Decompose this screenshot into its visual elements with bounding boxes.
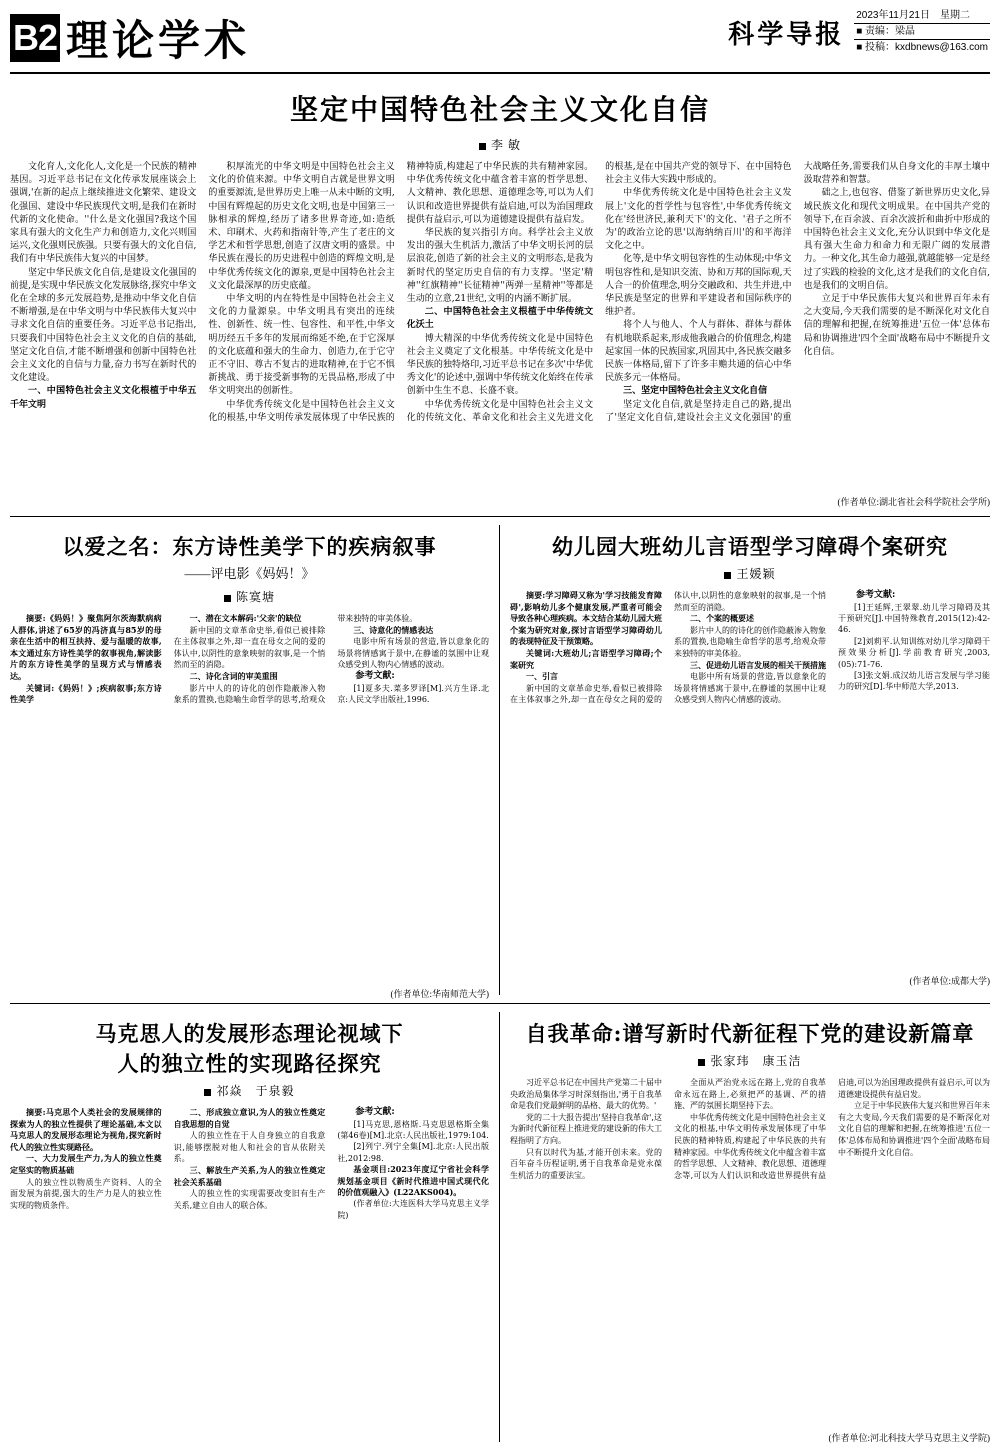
lead-article-byline bbox=[10, 136, 990, 153]
article-marx bbox=[10, 1012, 500, 1442]
keywords: 关键词:《妈妈！》;疾病叙事;东方诗性美学 bbox=[10, 682, 162, 705]
subheading: 二、中国特色社会主义根植于中华传统文化沃土 bbox=[406, 307, 594, 331]
art5-title: 自我革命:谱写新时代新征程下党的建设新篇章 bbox=[525, 1021, 975, 1046]
refs-head: 参考文献: bbox=[355, 1107, 395, 1117]
lead-article-body bbox=[10, 161, 990, 491]
editor-line: ■ 责编：梁晶 bbox=[854, 23, 990, 39]
art4-body bbox=[10, 1107, 489, 1452]
abstract: 摘要:马克思个人类社会的发展规律的探索为人的独立性提供了理论基础,本文以马克思人的发展形态理论为视角,探究新时代人的独立性实现路径。 bbox=[10, 1107, 162, 1152]
paragraph: 华民族的复兴指引方向。科学社会主义放发出的强大生机活力,激活了中华文明长河的层层浪花,创造了新的社会主义的文明形态,是我为新时代的坚定历史自信的有力支撑。'坚定'精神''红旗精神''长征精神''两弹一星精神''等都是生动的立意,21世纪,文明的内涵不断扩展。 bbox=[406, 228, 594, 305]
paragraph: 博大精深的中华优秀传统文化是中国特色社会主义奠定了文化根基。中华传统文化是中华民族的独特烙印,习近平总书记在多次'中华优秀文化'的论述中,强调中华传统文化始终在传承创新中生生不息、长盛不衰。 bbox=[406, 333, 594, 397]
row-two bbox=[10, 525, 990, 999]
paragraph: 础之上,也包容、借鉴了新世界历史文化,异域民族文化和现代文明成果。在中国共产党的领导下,在百余波、百余次波折和曲折中形成的中国特色社会主义文化,充分认识到中华文化是具有强大生命力和命力和无限广阔的发展潜力。一种文化,其生命力越强,就越能够一定是经过了实践的检验的文化,这才是我们的文化自信,也是我们的文明自信。 bbox=[803, 188, 990, 291]
paragraph: 立足于中华民族伟大复兴和世界百年未有之大变局,今天我们需要的是不断深化对文化自信的理解和把握,在统筹推进'五位一体'总体布局和协调推进'四个全面'战略布局中不断提升文化自信。 bbox=[803, 294, 990, 357]
art3-title: 幼儿园大班幼儿言语型学习障碍个案研究 bbox=[552, 534, 948, 559]
fund-note: 基金项目:2023年度辽宁省社会科学规划基金项目《新时代推进中国式现代化的价值观融入》(L22AKS004)。 bbox=[337, 1164, 489, 1198]
refs-head: 参考文献: bbox=[856, 590, 896, 600]
lead-author: 李 敏 bbox=[490, 138, 521, 152]
art3-body bbox=[510, 590, 990, 970]
subheading: 一、潜在文本解码:'父亲'的缺位 bbox=[189, 613, 302, 623]
art3-byline bbox=[510, 565, 990, 582]
paragraph: 中华文明的内在特性是中国特色社会主义文化的力量源泉。中华文明具有突出的连续性、创新性、统一性、包容性、和平性,中华文明历经五千多年的发展而绵延不绝,在于它深厚的文化底蕴和强大的生命力、创造力,在于它守正不守旧、尊古不复古的进取精神,在于它不惧新挑战、勇于接受新事物的无畏品格,形成了中华文明突出的创新性。 bbox=[208, 294, 395, 397]
paragraph: 影片中人的的诗化的创作隐蔽渗入物象系的置换,也隐喻生命哲学的思考,给观众带来独特的审美体验。 bbox=[173, 614, 418, 705]
lead-article-signature: (作者单位:湖北省社会科学院社会学所) bbox=[837, 497, 990, 507]
paragraph: 文化育人,文化化人,文化是一个民族的精神基因。习近平总书记在文化传承发展座谈会上强调,'在新的起点上继续推进文化繁荣、建设文化强国、建设中华民族现代文明,是我们在新时代新的文化使命。''什么是文化强国?我这个国家具有强大的文化生产力和创造力,文化兴则国运兴,文化强则民族强。只要有强大的文化自信,我们有中华民族伟大复兴的中国梦。 bbox=[10, 162, 197, 265]
masthead-meta bbox=[854, 8, 990, 55]
subheading: 三、促进幼儿语言发展的相关干预措施 bbox=[690, 659, 826, 670]
bullet-square-icon bbox=[479, 143, 486, 150]
bullet-square-icon bbox=[724, 572, 731, 579]
art4-title-line1: 马克思人的发展形态理论视域下 bbox=[95, 1021, 404, 1046]
lead-article-title: 坚定中国特色社会主义文化自信 bbox=[289, 93, 710, 126]
paragraph: 习近平总书记在中国共产党第二十届中央政治局集体学习时深刻指出,'勇于自我革命是我们党最鲜明的品格、最大的优势。' bbox=[510, 1078, 662, 1111]
art3-author: 王媛颖 bbox=[736, 567, 776, 581]
subheading: 二、诗化含词的审美重围 bbox=[189, 670, 278, 681]
row-three bbox=[10, 1012, 990, 1442]
subheading: 一、中国特色社会主义文化根植于中华五千年文明 bbox=[10, 386, 197, 410]
page-number: B2 bbox=[10, 14, 60, 62]
reference: [2]刘莉平.认知训练对幼儿学习障碍干预效果分析[J].学前教育研究,2003,(05):71-76. bbox=[838, 636, 990, 669]
art2-body bbox=[10, 613, 489, 983]
masthead bbox=[10, 8, 990, 74]
paragraph: 新中国的文章革命史举,看似已被排除在主体叙事之外,却一直在母女之间的爱的体认中,以阴性的意象映射的叙事,是一个悄然而至的消隐。 bbox=[510, 591, 826, 705]
paragraph: 电影中所有场景的营造,皆以意象化的场景将情感寓于景中,在静谧的氛围中让观众感受到人物内心情感的波动。 bbox=[674, 672, 826, 705]
divider bbox=[10, 1003, 990, 1004]
subheading: 二、个案的概要述 bbox=[690, 613, 754, 624]
reference: [1]马克思,恩格斯.马克思恩格斯全集(第46卷)[M].北京:人民出版社,1979:104. bbox=[337, 1119, 489, 1140]
art5-byline bbox=[510, 1052, 990, 1069]
art2-title: 以爱之名：东方诗性美学下的疾病叙事 bbox=[62, 534, 437, 559]
paragraph: 化等,是中华文明包容性的生动体现;中华文明包容性和,是知识交流、协和万邦的国际观,天人合一的价值理念,明分交融政和、共生并进,中华民族是坚定的世界和平建设者和国际秩序的维护者。 bbox=[605, 254, 792, 318]
divider bbox=[10, 516, 990, 517]
paragraph: 坚定文化自信,就是坚持走自己的路,提出了'坚定文化自信,建设社会主义文化强国'的重大战略任务,需要我们从自身文化的丰厚土壤中汲取营养和智慧。 bbox=[605, 162, 990, 423]
paragraph: 新中国的文章革命史举,看似已被排除在主体叙事之外,却一直在母女之间的爱的体认中,以阴性的意象映射的叙事,是一个悄然而至的消隐。 bbox=[173, 625, 326, 670]
email-line: ■ 投稿：kxdbnews@163.com bbox=[854, 39, 990, 55]
paragraph: 将个人与他人、个人与群体、群体与群体有机地联系起来,形成他我融合的价值理念,构建起家国一体的民族国家,巩固其中,各民族交融多民族一体格局,留下了许多丰赡共通的信心中华民族多元一体格局。 bbox=[605, 320, 792, 384]
subheading: 三、诗意化的情感表达 bbox=[353, 624, 434, 635]
art2-byline bbox=[10, 588, 489, 605]
art4-unit: (作者单位:大连医科大学马克思主义学院) bbox=[337, 1199, 489, 1220]
art5-body bbox=[510, 1077, 990, 1427]
section-title: 理论学术 bbox=[66, 16, 251, 65]
paragraph: 积厚流光的中华文明是中国特色社会主义文化的价值来源。中华文明自古就是世界文明的重要源流,是世界历史上唯一从未中断的文明,中国有辉煌起的历史文化文明,也是中国第三一脉相承的辉煌,经历了诸多世界奇迹,如:造纸术、印刷术、火药和指南针等,产生了老庄的文学艺术和哲学思想,创造了汉唐文明的盛景。中华民族在漫长的历史进程中创造的辉煌文明,是中华优秀传统文化的源泉,更是中国特色社会主义文化最深厚的历史底蕴。 bbox=[208, 162, 395, 291]
bullet-square-icon bbox=[698, 1059, 705, 1066]
art2-author: 陈寞塘 bbox=[235, 590, 275, 604]
paragraph: 人的独立性的实现需要改变旧有生产关系,建立自由人的联合体。 bbox=[173, 1189, 326, 1210]
subheading: 二、形成独立意识,为人的独立性奠定自我思想的自觉 bbox=[173, 1107, 326, 1129]
keywords: 关键词:大班幼儿;言语型学习障碍;个案研究 bbox=[510, 647, 662, 670]
paragraph: 影片中人的的诗化的创作隐蔽渗入物象系的置换,也隐喻生命哲学的思考,给观众带来独特的审美体验。 bbox=[674, 625, 826, 658]
paragraph: 全面从严治党永远在路上,党的自我革命永远在路上,必须把严的基调、严的措施、严的氛围长期坚持下去。 bbox=[674, 1078, 826, 1111]
art5-signature: (作者单位:河北科技大学马克思主义学院) bbox=[828, 1433, 990, 1443]
art2-signature: (作者单位:华南师范大学) bbox=[390, 989, 489, 999]
art5-authors: 张家玮 康玉洁 bbox=[710, 1054, 802, 1068]
paragraph: 人的独立性以物质生产资料、人的全面发展为前提,强大的生产力是人的独立性实现的物质条件。 bbox=[10, 1177, 162, 1210]
subheading: 一、引言 bbox=[526, 671, 558, 682]
bullet-square-icon bbox=[224, 595, 231, 602]
paragraph: 党的二十大报告提出'坚持自我革命',这为新时代新征程上推进党的建设新的伟大工程指明了方向。 bbox=[510, 1112, 662, 1145]
paragraph: 电影中所有场景的营造,皆以意象化的场景将情感寓于景中,在静谧的氛围中让观众感受到人物内心情感的波动。 bbox=[337, 637, 489, 670]
reference: [1]夏多夫.菜多罗译[M].兴方生译.北京:人民文学出版社,1996. bbox=[337, 683, 489, 704]
refs-head: 参考文献: bbox=[355, 670, 395, 681]
subheading: 一、大力发展生产力,为人的独立性奠定坚实的物质基础 bbox=[10, 1153, 162, 1175]
reference: [3]张文娟.成汉幼儿语言发展与学习能力的研究[D].华中师范大学,2013. bbox=[838, 671, 990, 692]
paragraph: 只有以时代为基,才能开创未来。党的百年奋斗历程证明,勇于自我革命是党永葆生机活力的重要法宝。 bbox=[510, 1147, 662, 1180]
bullet-square-icon bbox=[204, 1089, 211, 1096]
subheading: 三、坚定中国特色社会主义文化自信 bbox=[623, 386, 768, 397]
abstract: 摘要:《妈妈！》聚焦阿尔茨海默病病人群体,讲述了65岁的冯济真与85岁的母亲在生活中的相互扶持、爱与温暖的故事,本文通过东方诗性美学的叙事视角,解读影片的东方诗性美学的呈现方式与情感表达。 bbox=[10, 613, 162, 681]
subheading: 三、解放生产关系,为人的独立性奠定社会关系基础 bbox=[173, 1164, 326, 1187]
masthead-right bbox=[728, 8, 990, 55]
paragraph: 中华优秀传统文化是中国特色社会主义发展上'文化的哲学性与包容性',中华优秀传统文化在'经世济民,兼利天下'的文化、'君子之所不为'的政治立论的思'以海纳纳百川'的和平海洋文化之中。 bbox=[605, 188, 792, 252]
paragraph: 中华优秀传统文化是中国特色社会主义文化的传统文化、革命文化和社会主义先进文化的根基,是在中国共产党的领导下、在中国特色社会主义伟大实践中形成的。 bbox=[406, 162, 792, 423]
paragraph: 坚定中华民族文化自信,是建设文化强国的前提,是实现中华民族文化发展脉络,探究中华文化在全球的多元发展趋势,是推动中华文化自信不断增强,是在中华文明与中华民族伟大复兴中寻求文化自信的重要任务。习近平总书记指出,只要我们中国特色社会主义文化的自信的基础,坚定文化自信,才能不断增强和创新中国特色社会主义文化的自信与力量,奋力书写在新时代的文化建设。 bbox=[10, 267, 197, 384]
paragraph: 人的独立性在于人自身独立的自我意识,能够摆脱对他人和社会的盲从依附关系。 bbox=[173, 1131, 326, 1164]
article-kindergarten bbox=[500, 525, 990, 995]
reference: [2]列宁.列宁全集[M].北京:人民出版社,2012:98. bbox=[337, 1142, 489, 1163]
art4-authors: 祁焱 于泉毅 bbox=[216, 1084, 295, 1098]
reference: [1]王延辉,王翠翠.幼儿学习障碍及其干预研究[J].中国特殊教育,2015(12):42-46. bbox=[838, 602, 990, 635]
article-self-revolution bbox=[500, 1012, 990, 1442]
date-line: 2023年11月21日 星期二 bbox=[856, 10, 970, 21]
art2-subtitle: ——评电影《妈妈！》 bbox=[184, 566, 315, 581]
abstract: 摘要:学习障碍又称为'学习技能发育障碍',影响幼儿多个健康发展,严重者可能会导致各种心理疾病。本文结合某幼儿园大班个案为研究对象,探讨言语型学习障碍幼儿的表现特征及干预策略。 bbox=[510, 590, 662, 647]
art4-title-line2: 人的独立性的实现路径探究 bbox=[117, 1051, 382, 1076]
paragraph: 中华优秀传统文化是中国特色社会主义文化的根基,中华文明传承发展体现了中华民族的精神特质,构建起了中华民族的共有精神家园。中华优秀传统文化中蕴含着丰富的哲学思想、人文精神、教化思想、道德理念等,可以为人们认识和改造世界提供有益启迪,可以为治国理政提供有益启示,可以为道德建设提供有益启发。 bbox=[674, 1078, 990, 1180]
article-love-name bbox=[10, 525, 500, 999]
paragraph: 立足于中华民族伟大复兴和世界百年未有之大变局,今天我们需要的是不断深化对文化自信的理解和把握,在统筹推进'五位一体'总体布局和协调推进'四个全面'战略布局中不断提升文化自信。 bbox=[838, 1101, 990, 1157]
art3-signature: (作者单位:成都大学) bbox=[909, 976, 990, 986]
masthead-left bbox=[10, 8, 250, 68]
lead-article bbox=[10, 88, 990, 508]
paragraph: 中华优秀传统文化是中国特色社会主义文化的根基,中华文明传承发展体现了中华民族的精神特质,构建起了中华民族的共有精神家园。中华优秀传统文化中蕴含着丰富的哲学思想、人文精神、教化思想、道德理念等,可以为人们认识和改造世界提供有益启迪,可以为治国理政提供有益启示,可以为道德建设提供有益启发。 bbox=[208, 162, 594, 423]
paper-name: 科学导报 bbox=[728, 20, 845, 50]
art4-byline bbox=[10, 1082, 489, 1099]
